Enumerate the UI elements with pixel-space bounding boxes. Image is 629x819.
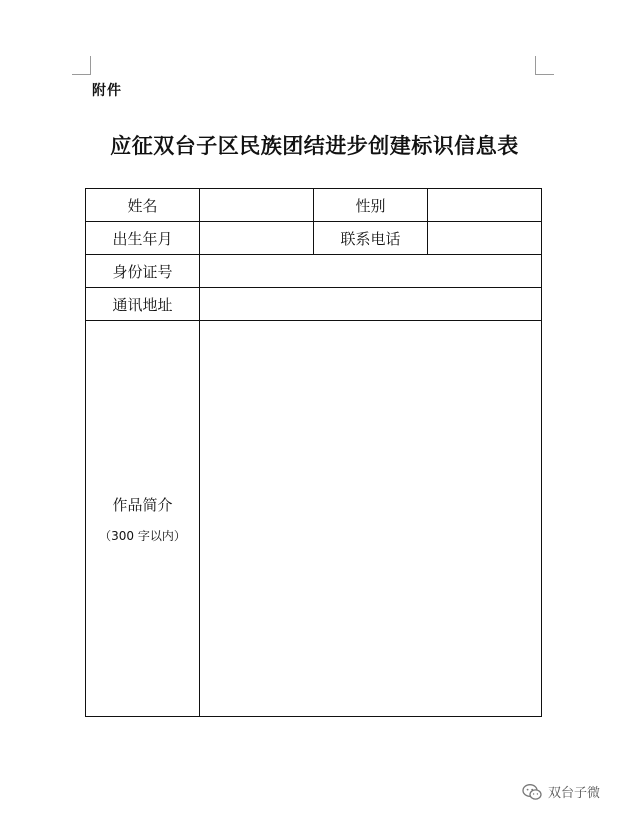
name-label: 姓名 (86, 189, 200, 222)
document-title: 应征双台子区民族团结进步创建标识信息表 (110, 133, 519, 158)
intro-label: 作品简介 (112, 495, 173, 514)
phone-field[interactable] (428, 222, 542, 255)
name-field[interactable] (200, 189, 314, 222)
table-row (86, 222, 542, 255)
table-row (86, 255, 542, 288)
birth-field[interactable] (200, 222, 314, 255)
address-label: 通讯地址 (86, 288, 200, 321)
birth-label: 出生年月 (86, 222, 200, 255)
watermark (522, 782, 600, 801)
id-number-field[interactable] (200, 255, 542, 288)
intro-label-cell (86, 321, 200, 717)
table-row (86, 288, 542, 321)
gender-label: 性别 (314, 189, 428, 222)
phone-label: 联系电话 (314, 222, 428, 255)
table-row (86, 321, 542, 717)
page-corner-mark-top-left (72, 56, 91, 75)
info-form-table (85, 188, 542, 717)
intro-note: （300 字以内） (99, 528, 186, 543)
watermark-text: 双台子微 (548, 786, 601, 801)
wechat-icon (522, 783, 542, 801)
table-row (86, 189, 542, 222)
gender-field[interactable] (428, 189, 542, 222)
id-number-label: 身份证号 (86, 255, 200, 288)
address-field[interactable] (200, 288, 542, 321)
page-corner-mark-top-right (535, 56, 554, 75)
intro-field[interactable] (200, 321, 542, 717)
attachment-label: 附件 (92, 83, 122, 99)
